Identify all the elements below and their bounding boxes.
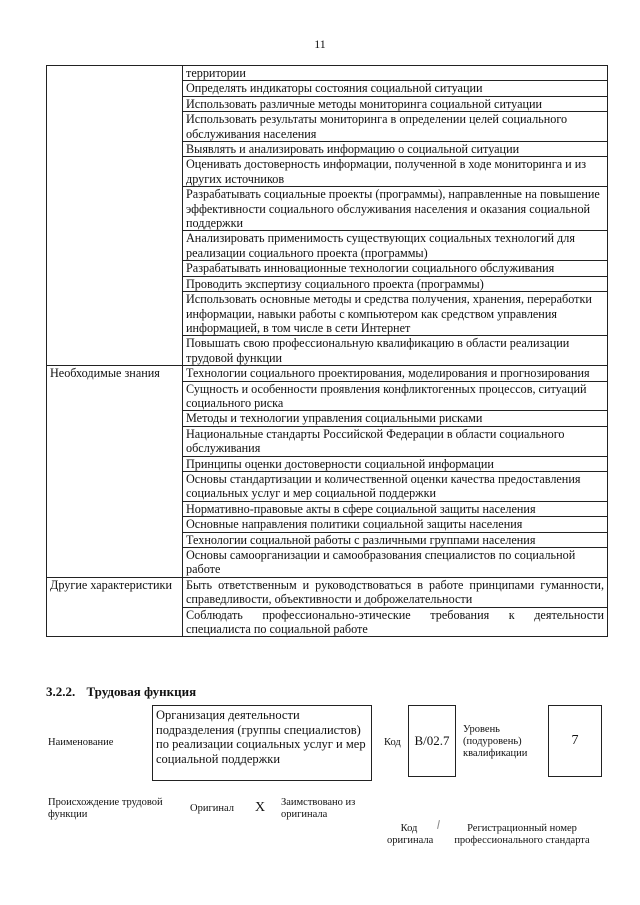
function-name-box — [152, 705, 372, 781]
reg-number-caption: Регистрационный номер профессионального стандарта — [454, 823, 590, 846]
requirement-cell: Выявлять и анализировать информацию о социальной ситуации — [183, 142, 608, 157]
requirement-cell: Нормативно-правовые акты в сфере социальной защиты населения — [183, 501, 608, 516]
original-mark: X — [255, 800, 266, 815]
table-row — [47, 577, 608, 607]
code-value: B/02.7 — [414, 733, 450, 748]
requirement-cell: Технологии социальной работы с различными группами населения — [183, 532, 608, 547]
requirement-cell: Принципы оценки достоверности социальной информации — [183, 456, 608, 471]
level-label: Уровень (подуровень) квалификации — [463, 724, 528, 759]
requirement-cell: Технологии социального проектирования, моделирования и прогнозирования — [183, 366, 608, 381]
original-code-caption: Код оригинала — [387, 823, 434, 846]
section-number: 3.2.2. — [46, 684, 76, 699]
name-label: Наименование — [48, 737, 114, 748]
pen-mark — [437, 820, 440, 829]
requirement-cell: Быть ответственным и руководствоваться в работе принципами гуманности, справедливости, объективности и доброжелательности — [183, 577, 608, 607]
requirement-cell: Использовать основные методы и средства получения, хранения, переработки информации, навыки работы с компьютером как средством управления информацией, в том числе в сети Интернет — [183, 292, 608, 336]
borrowed-label: Заимствовано из оригинала — [281, 797, 356, 820]
requirement-cell: Основы стандартизации и количественной оценки качества предоставления социальных услуг и мер социальной поддержки — [183, 471, 608, 501]
requirement-cell: территории — [183, 66, 608, 81]
requirement-cell: Повышать свою профессиональную квалификацию в области реализации трудовой функции — [183, 336, 608, 366]
requirement-cell: Сущность и особенности проявления конфликтогенных процессов, ситуаций социального риска — [183, 381, 608, 411]
requirement-cell: Определять индикаторы состояния социальной ситуации — [183, 81, 608, 96]
code-label: Код — [384, 737, 401, 748]
original-label: Оригинал — [190, 803, 234, 814]
code-box — [408, 705, 456, 777]
function-name-value: Организация деятельности подразделения (группы специалистов) по реализации социальных услуг и мер социальной поддержки — [156, 708, 366, 766]
requirement-cell: Использовать различные методы мониторинга социальной ситуации — [183, 96, 608, 111]
table-row — [47, 66, 608, 81]
requirement-cell: Проводить экспертизу социального проекта (программы) — [183, 276, 608, 291]
requirement-cell: Разрабатывать социальные проекты (программы), направленные на повышение эффективности социального обслуживания населения и оказания социальной поддержки — [183, 187, 608, 231]
requirement-cell: Национальные стандарты Российской Федерации в области социального обслуживания — [183, 426, 608, 456]
page-number: 11 — [314, 37, 326, 51]
requirement-cell: Методы и технологии управления социальными рисками — [183, 411, 608, 426]
table-row — [47, 366, 608, 381]
other-label-cell: Другие характеристики — [47, 577, 183, 637]
knowledge-label-cell: Необходимые знания — [47, 366, 183, 578]
requirement-cell: Оценивать достоверность информации, полученной в ходе мониторинга и из других источников — [183, 157, 608, 187]
requirement-cell: Анализировать применимость существующих социальных технологий для реализации социального проекта (программы) — [183, 231, 608, 261]
skills-label-cell — [47, 66, 183, 366]
requirement-cell: Разрабатывать инновационные технологии социального обслуживания — [183, 261, 608, 276]
function-requirements-table — [46, 65, 608, 637]
section-title: Трудовая функция — [86, 684, 197, 699]
requirement-cell: Соблюдать профессионально-этические требования к деятельности специалиста по социальной работе — [183, 607, 608, 637]
level-box — [548, 705, 602, 777]
requirement-cell: Основы самоорганизации и самообразования специалистов по социальной работе — [183, 548, 608, 578]
section-heading — [46, 684, 196, 700]
requirement-cell: Использовать результаты мониторинга в определении целей социального обслуживания населения — [183, 112, 608, 142]
level-value: 7 — [571, 733, 579, 748]
origin-label: Происхождение трудовой функции — [48, 797, 163, 820]
requirement-cell: Основные направления политики социальной защиты населения — [183, 517, 608, 532]
